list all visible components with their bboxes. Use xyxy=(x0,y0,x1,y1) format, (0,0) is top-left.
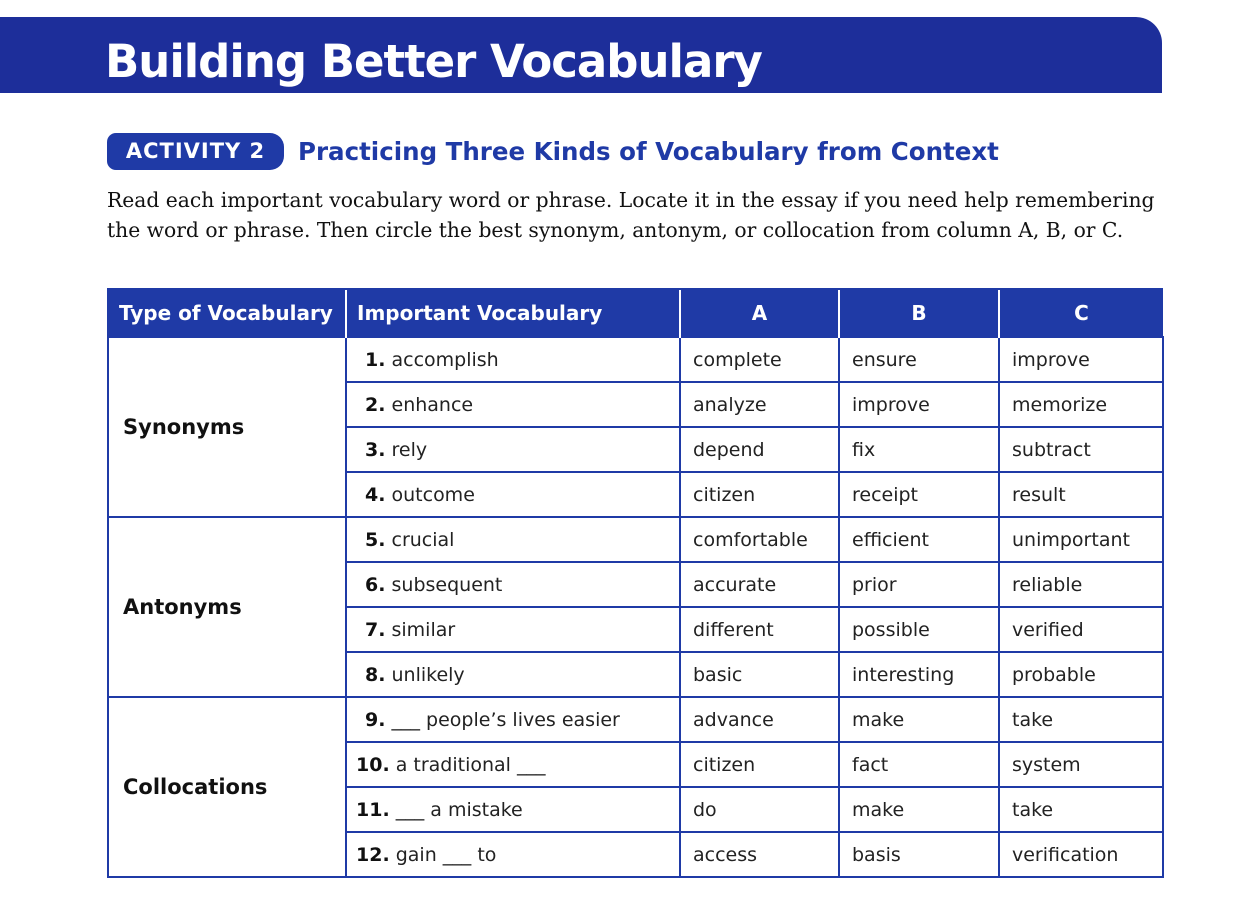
instructions xyxy=(107,185,1157,245)
choice-b[interactable]: ensure xyxy=(839,337,999,382)
vocab-word: ___ people’s lives easier xyxy=(391,708,620,731)
item-number: 11. xyxy=(356,798,390,821)
vocabulary-table xyxy=(107,288,1164,878)
type-collocations: Collocations xyxy=(108,697,346,877)
vocab-cell xyxy=(346,652,680,697)
vocab-cell xyxy=(346,427,680,472)
vocab-cell xyxy=(346,517,680,562)
choice-c[interactable]: verified xyxy=(999,607,1163,652)
table-row xyxy=(108,517,1163,562)
vocab-word: gain ___ to xyxy=(395,843,497,866)
choice-a[interactable]: do xyxy=(680,787,839,832)
choice-a[interactable]: depend xyxy=(680,427,839,472)
vocab-word: a traditional ___ xyxy=(395,753,546,776)
table-row xyxy=(108,697,1163,742)
type-antonyms: Antonyms xyxy=(108,517,346,697)
instructions-line: Read each important vocabulary word or phrase. Locate it in the essay if you need help remembering xyxy=(107,188,1155,212)
item-number: 6. xyxy=(365,573,386,596)
choice-c[interactable]: result xyxy=(999,472,1163,517)
vocab-word: ___ a mistake xyxy=(395,798,523,821)
vocab-word: crucial xyxy=(391,528,455,551)
choice-b[interactable]: basis xyxy=(839,832,999,877)
activity-badge: ACTIVITY 2 xyxy=(107,133,284,170)
vocab-cell xyxy=(346,337,680,382)
choice-a[interactable]: citizen xyxy=(680,472,839,517)
item-number: 3. xyxy=(365,438,386,461)
choice-b[interactable]: make xyxy=(839,697,999,742)
choice-a[interactable]: different xyxy=(680,607,839,652)
item-number: 8. xyxy=(365,663,386,686)
vocab-cell xyxy=(346,382,680,427)
instructions-line: the word or phrase. Then circle the best synonym, antonym, or collocation from column A, B, or C. xyxy=(107,218,1124,242)
vocab-word: enhance xyxy=(391,393,474,416)
choice-c[interactable]: improve xyxy=(999,337,1163,382)
vocab-cell xyxy=(346,697,680,742)
choice-c[interactable]: take xyxy=(999,787,1163,832)
choice-c[interactable]: unimportant xyxy=(999,517,1163,562)
choice-b[interactable]: interesting xyxy=(839,652,999,697)
type-synonyms: Synonyms xyxy=(108,337,346,517)
page-title: Building Better Vocabulary xyxy=(105,35,762,88)
item-number: 4. xyxy=(365,483,386,506)
choice-a[interactable]: analyze xyxy=(680,382,839,427)
header-important-vocabulary: Important Vocabulary xyxy=(346,289,680,337)
choice-b[interactable]: possible xyxy=(839,607,999,652)
choice-b[interactable]: prior xyxy=(839,562,999,607)
choice-c[interactable]: verification xyxy=(999,832,1163,877)
choice-a[interactable]: access xyxy=(680,832,839,877)
choice-a[interactable]: basic xyxy=(680,652,839,697)
item-number: 9. xyxy=(365,708,386,731)
header-column-b: B xyxy=(839,289,999,337)
vocab-word: subsequent xyxy=(391,573,503,596)
table-row xyxy=(108,337,1163,382)
choice-b[interactable]: fix xyxy=(839,427,999,472)
choice-a[interactable]: citizen xyxy=(680,742,839,787)
vocab-word: accomplish xyxy=(391,348,499,371)
vocab-cell xyxy=(346,742,680,787)
vocab-cell xyxy=(346,787,680,832)
choice-b[interactable]: fact xyxy=(839,742,999,787)
item-number: 10. xyxy=(356,753,390,776)
table-header-row xyxy=(108,289,1163,337)
activity-title: Practicing Three Kinds of Vocabulary from Context xyxy=(298,137,999,166)
choice-c[interactable]: reliable xyxy=(999,562,1163,607)
vocab-cell xyxy=(346,562,680,607)
vocab-word: unlikely xyxy=(391,663,465,686)
vocab-cell xyxy=(346,832,680,877)
item-number: 12. xyxy=(356,843,390,866)
item-number: 2. xyxy=(365,393,386,416)
vocab-word: outcome xyxy=(391,483,475,506)
choice-b[interactable]: receipt xyxy=(839,472,999,517)
choice-a[interactable]: accurate xyxy=(680,562,839,607)
item-number: 5. xyxy=(365,528,386,551)
vocab-cell xyxy=(346,607,680,652)
choice-a[interactable]: advance xyxy=(680,697,839,742)
vocab-cell xyxy=(346,472,680,517)
header-column-a: A xyxy=(680,289,839,337)
item-number: 1. xyxy=(365,348,386,371)
choice-c[interactable]: subtract xyxy=(999,427,1163,472)
choice-a[interactable]: complete xyxy=(680,337,839,382)
choice-c[interactable]: system xyxy=(999,742,1163,787)
header-type: Type of Vocabulary xyxy=(108,289,346,337)
choice-a[interactable]: comfortable xyxy=(680,517,839,562)
item-number: 7. xyxy=(365,618,386,641)
choice-b[interactable]: make xyxy=(839,787,999,832)
vocab-word: similar xyxy=(391,618,456,641)
choice-b[interactable]: improve xyxy=(839,382,999,427)
header-banner xyxy=(0,17,1162,93)
choice-c[interactable]: probable xyxy=(999,652,1163,697)
choice-c[interactable]: take xyxy=(999,697,1163,742)
choice-c[interactable]: memorize xyxy=(999,382,1163,427)
header-column-c: C xyxy=(999,289,1163,337)
choice-b[interactable]: efficient xyxy=(839,517,999,562)
vocab-word: rely xyxy=(391,438,428,461)
